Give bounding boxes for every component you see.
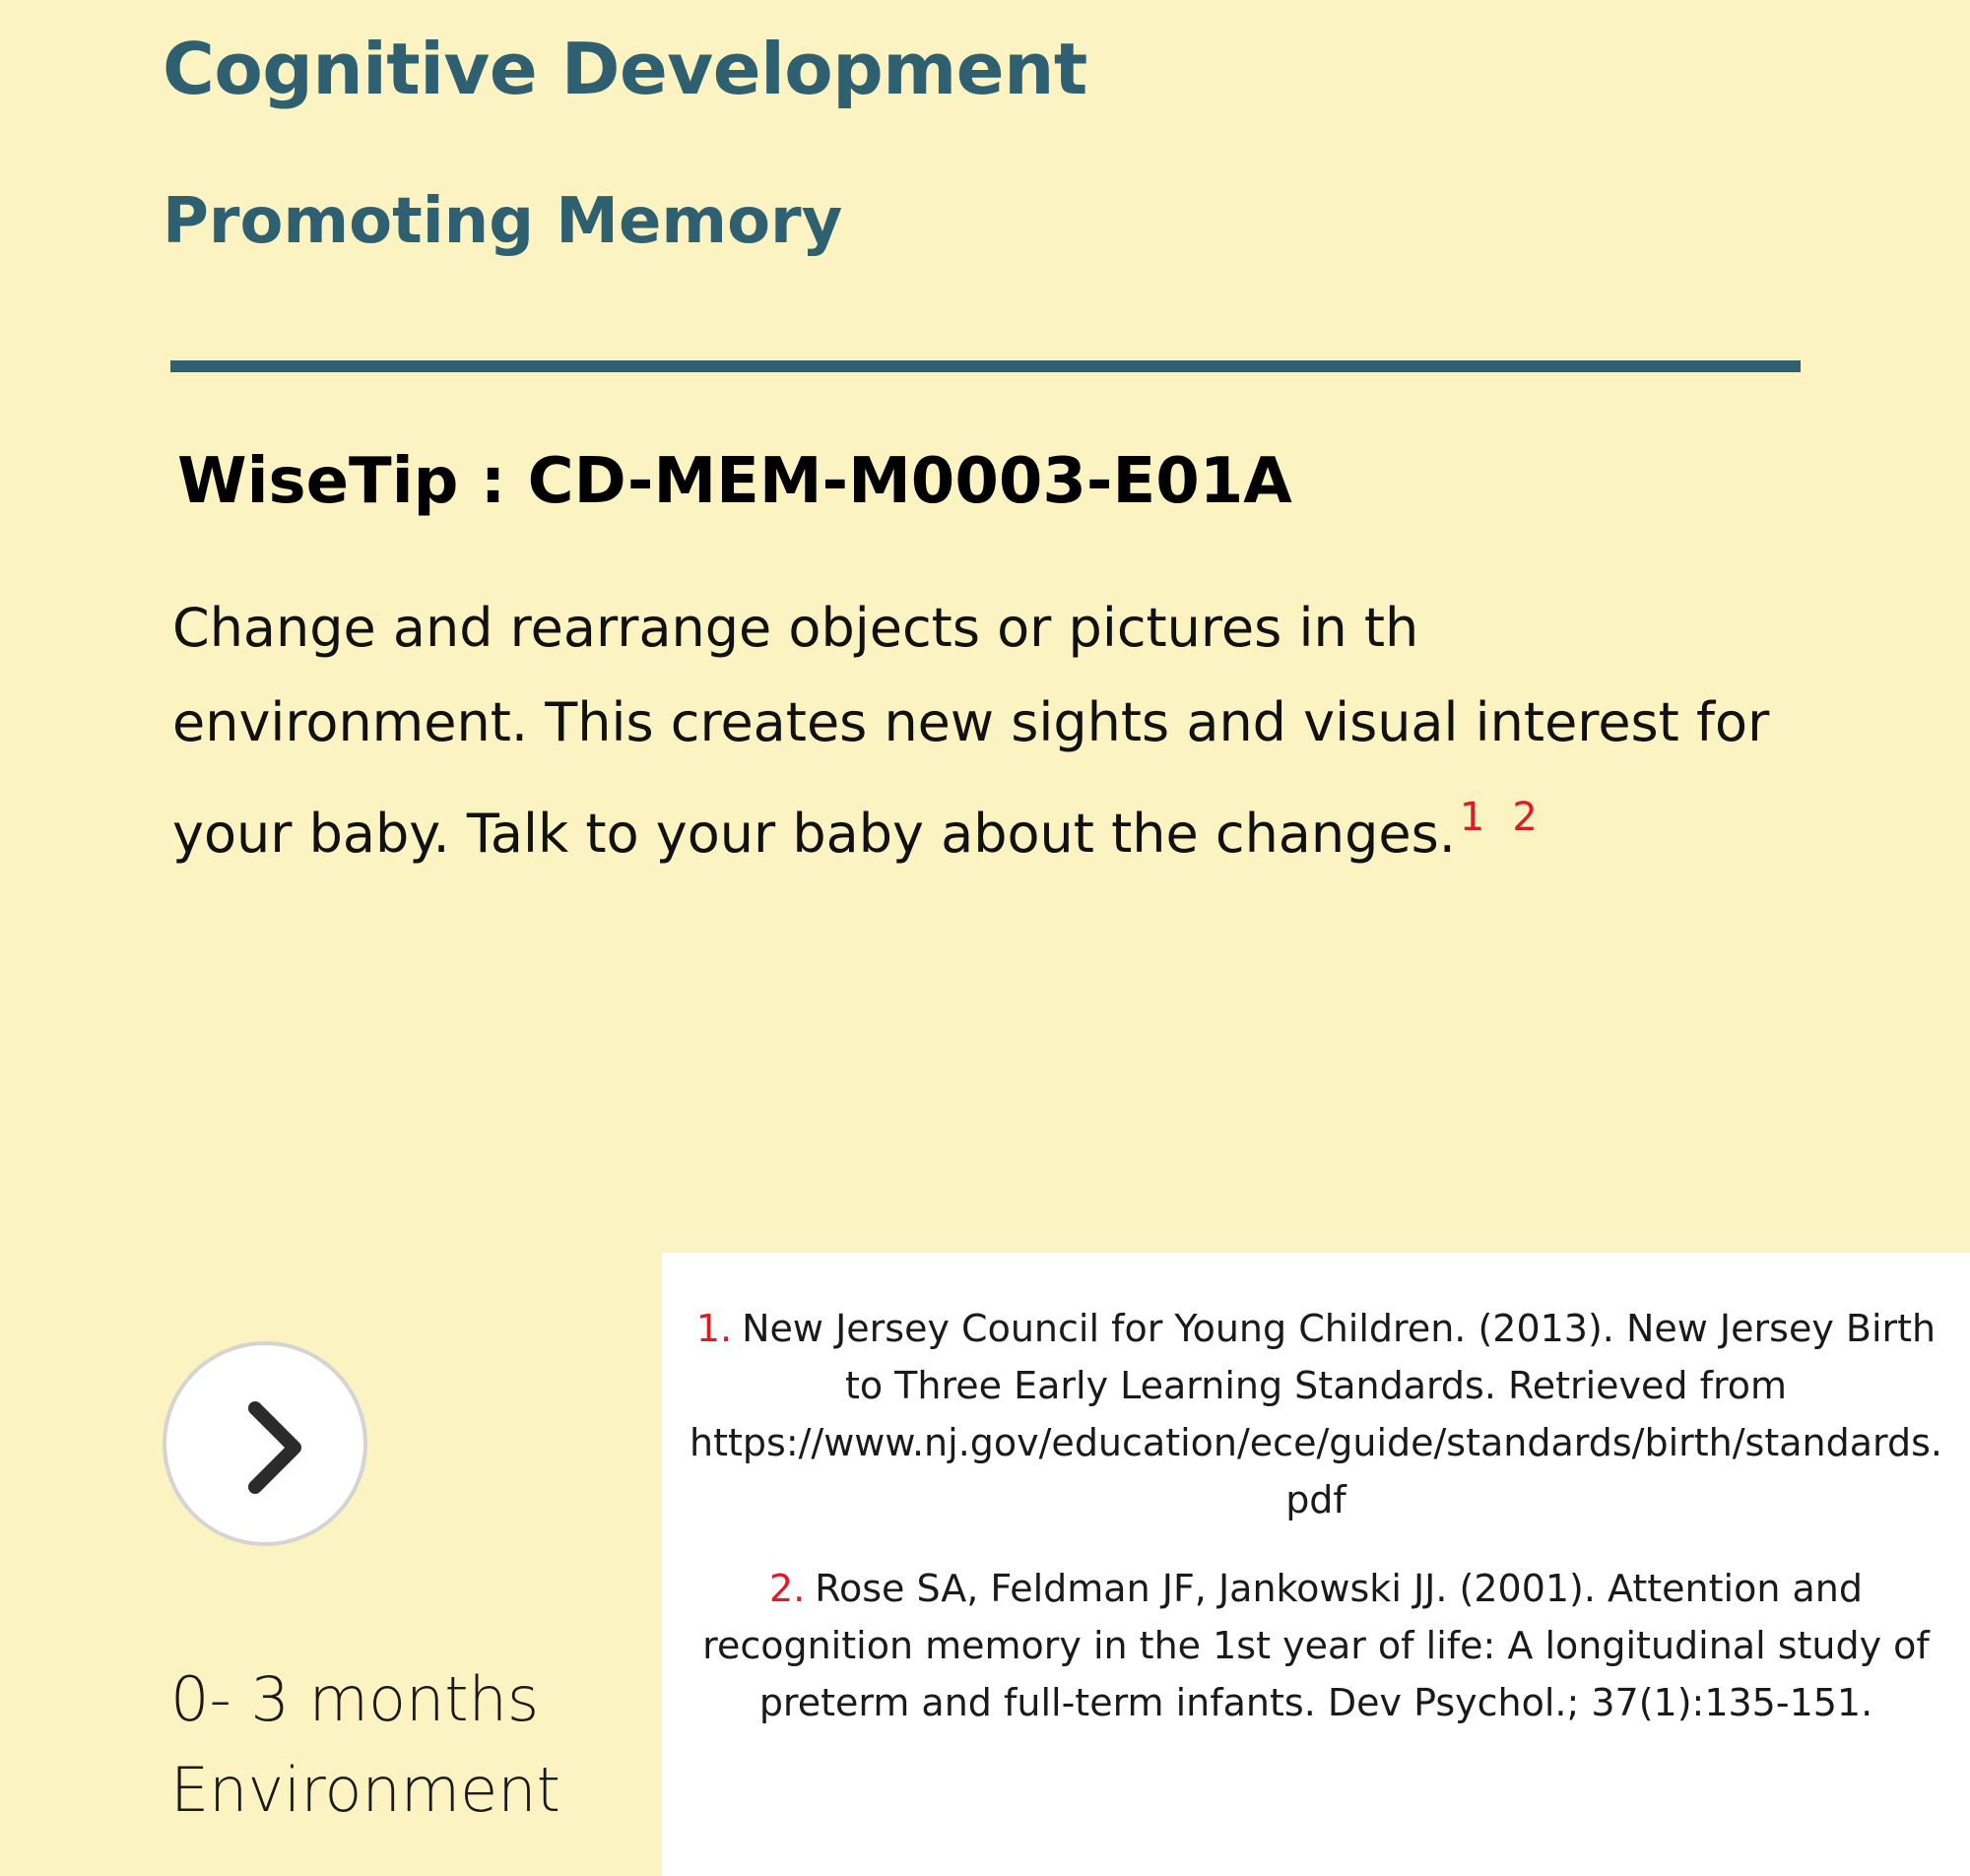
tip-body-line-text: your baby. Talk to your baby about the changes. bbox=[172, 803, 1456, 865]
reference-item bbox=[682, 1560, 1950, 1731]
references-panel bbox=[662, 1253, 1970, 1876]
tip-body-line: Change and rearrange objects or pictures in th bbox=[172, 597, 1419, 659]
reference-link-2[interactable]: 2 bbox=[1512, 795, 1538, 840]
reference-text: New Jersey Council for Young Children. (2013). New Jersey Birth to Three Early Learning Standards. Retrieved from https://www.nj.gov/education/ece/guide/standards/birth/standards.pdf bbox=[690, 1307, 1942, 1521]
topic-label: Environment bbox=[170, 1754, 560, 1826]
chevron-right-icon bbox=[166, 1345, 363, 1542]
tip-body-line bbox=[172, 770, 1970, 881]
wisetip-id: WiseTip : CD-MEM-M0003-E01A bbox=[177, 445, 1292, 518]
next-button[interactable] bbox=[163, 1341, 367, 1546]
reference-number: 2. bbox=[768, 1567, 806, 1610]
reference-number: 1. bbox=[695, 1307, 733, 1350]
reference-link-1[interactable]: 1 bbox=[1459, 795, 1485, 840]
category-title: Cognitive Development bbox=[163, 28, 1087, 110]
age-range-label: 0- 3 months bbox=[170, 1663, 540, 1735]
tip-body bbox=[172, 581, 1970, 881]
tip-body-line: environment. This creates new sights and visual interest for bbox=[172, 691, 1770, 753]
tip-meta bbox=[170, 1654, 560, 1836]
reference-text: Rose SA, Feldman JF, Jankowski JJ. (2001). Attention and recognition memory in the 1st year of life: A longitudinal study of preterm and full-term infants. Dev Psychol.; 37(1):135-151. bbox=[702, 1567, 1930, 1724]
subcategory-title: Promoting Memory bbox=[163, 185, 843, 258]
header-divider bbox=[170, 360, 1801, 372]
reference-item bbox=[682, 1300, 1950, 1528]
